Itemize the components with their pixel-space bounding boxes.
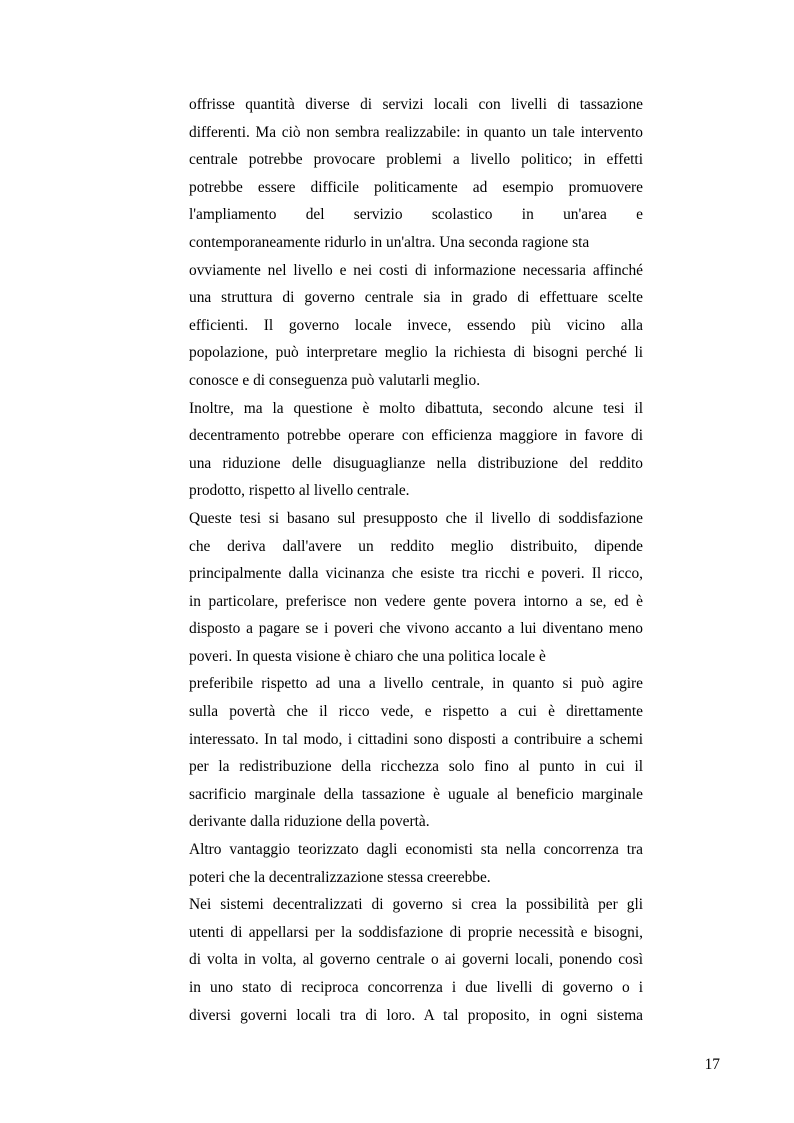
text-line: contemporaneamente ridurlo in un'altra. Una seconda ragione sta [189, 233, 590, 251]
text-line: interessato. In tal modo, i cittadini sono disposti a contribuire a schemi [189, 730, 643, 748]
text-line: conosce e di conseguenza può valutarli meglio. [189, 371, 481, 389]
text-line: che deriva dall'avere un reddito meglio distribuito, dipende [189, 537, 643, 555]
text-line: principalmente dalla vicinanza che esiste tra ricchi e poveri. Il ricco, [189, 565, 643, 583]
text-line: disposto a pagare se i poveri che vivono accanto a lui diventano meno [189, 620, 643, 638]
text-line: una riduzione delle disuguaglianze nella distribuzione del reddito [189, 454, 643, 472]
document-body [189, 91, 643, 1029]
text-line: centrale potrebbe provocare problemi a livello politico; in effetti [189, 151, 643, 169]
text-line: di volta in volta, al governo centrale o ai governi locali, ponendo così [189, 951, 643, 969]
text-line: in particolare, preferisce non vedere gente povera intorno a se, ed è [189, 592, 643, 610]
text-line: Queste tesi si basano sul presupposto che il livello di soddisfazione [189, 509, 643, 527]
text-line: l'ampliamento del servizio scolastico in un'area e [189, 206, 643, 224]
text-line: popolazione, può interpretare meglio la richiesta di bisogni perché li [189, 344, 643, 362]
text-line: una struttura di governo centrale sia in grado di effettuare scelte [189, 289, 643, 307]
text-line: sulla povertà che il ricco vede, e rispetto a cui è direttamente [189, 703, 643, 721]
text-line: preferibile rispetto ad una a livello centrale, in quanto si può agire [189, 675, 643, 693]
text-line: diversi governi locali tra di loro. A tal proposito, in ogni sistema [189, 1006, 643, 1024]
text-line: poveri. In questa visione è chiaro che una politica locale è [189, 647, 546, 665]
text-line: Nei sistemi decentralizzati di governo si crea la possibilità per gli [189, 896, 643, 914]
text-line: sacrificio marginale della tassazione è uguale al beneficio marginale [189, 785, 643, 803]
text-line: prodotto, rispetto al livello centrale. [189, 482, 410, 500]
text-line: utenti di appellarsi per la soddisfazione di proprie necessità e bisogni, [189, 923, 643, 941]
text-line: potrebbe essere difficile politicamente ad esempio promuovere [189, 178, 643, 196]
text-line: efficienti. Il governo locale invece, essendo più vicino alla [189, 316, 643, 334]
page-number: 17 [704, 1056, 720, 1073]
text-line: offrisse quantità diverse di servizi locali con livelli di tassazione [189, 96, 643, 113]
text-line: poteri che la decentralizzazione stessa creerebbe. [189, 868, 491, 886]
text-line: derivante dalla riduzione della povertà. [189, 813, 430, 831]
text-line: in uno stato di reciproca concorrenza i due livelli di governo o i [189, 979, 643, 996]
text-line: ovviamente nel livello e nei costi di informazione necessaria affinché [189, 261, 643, 279]
text-line: differenti. Ma ciò non sembra realizzabile: in quanto un tale intervento [189, 123, 643, 141]
text-line: Altro vantaggio teorizzato dagli economisti sta nella concorrenza tra [189, 841, 643, 859]
text-line: Inoltre, ma la questione è molto dibattuta, secondo alcune tesi il [189, 399, 643, 417]
text-line: per la redistribuzione della ricchezza solo fino al punto in cui il [189, 758, 643, 776]
text-line: decentramento potrebbe operare con efficienza maggiore in favore di [189, 427, 643, 445]
